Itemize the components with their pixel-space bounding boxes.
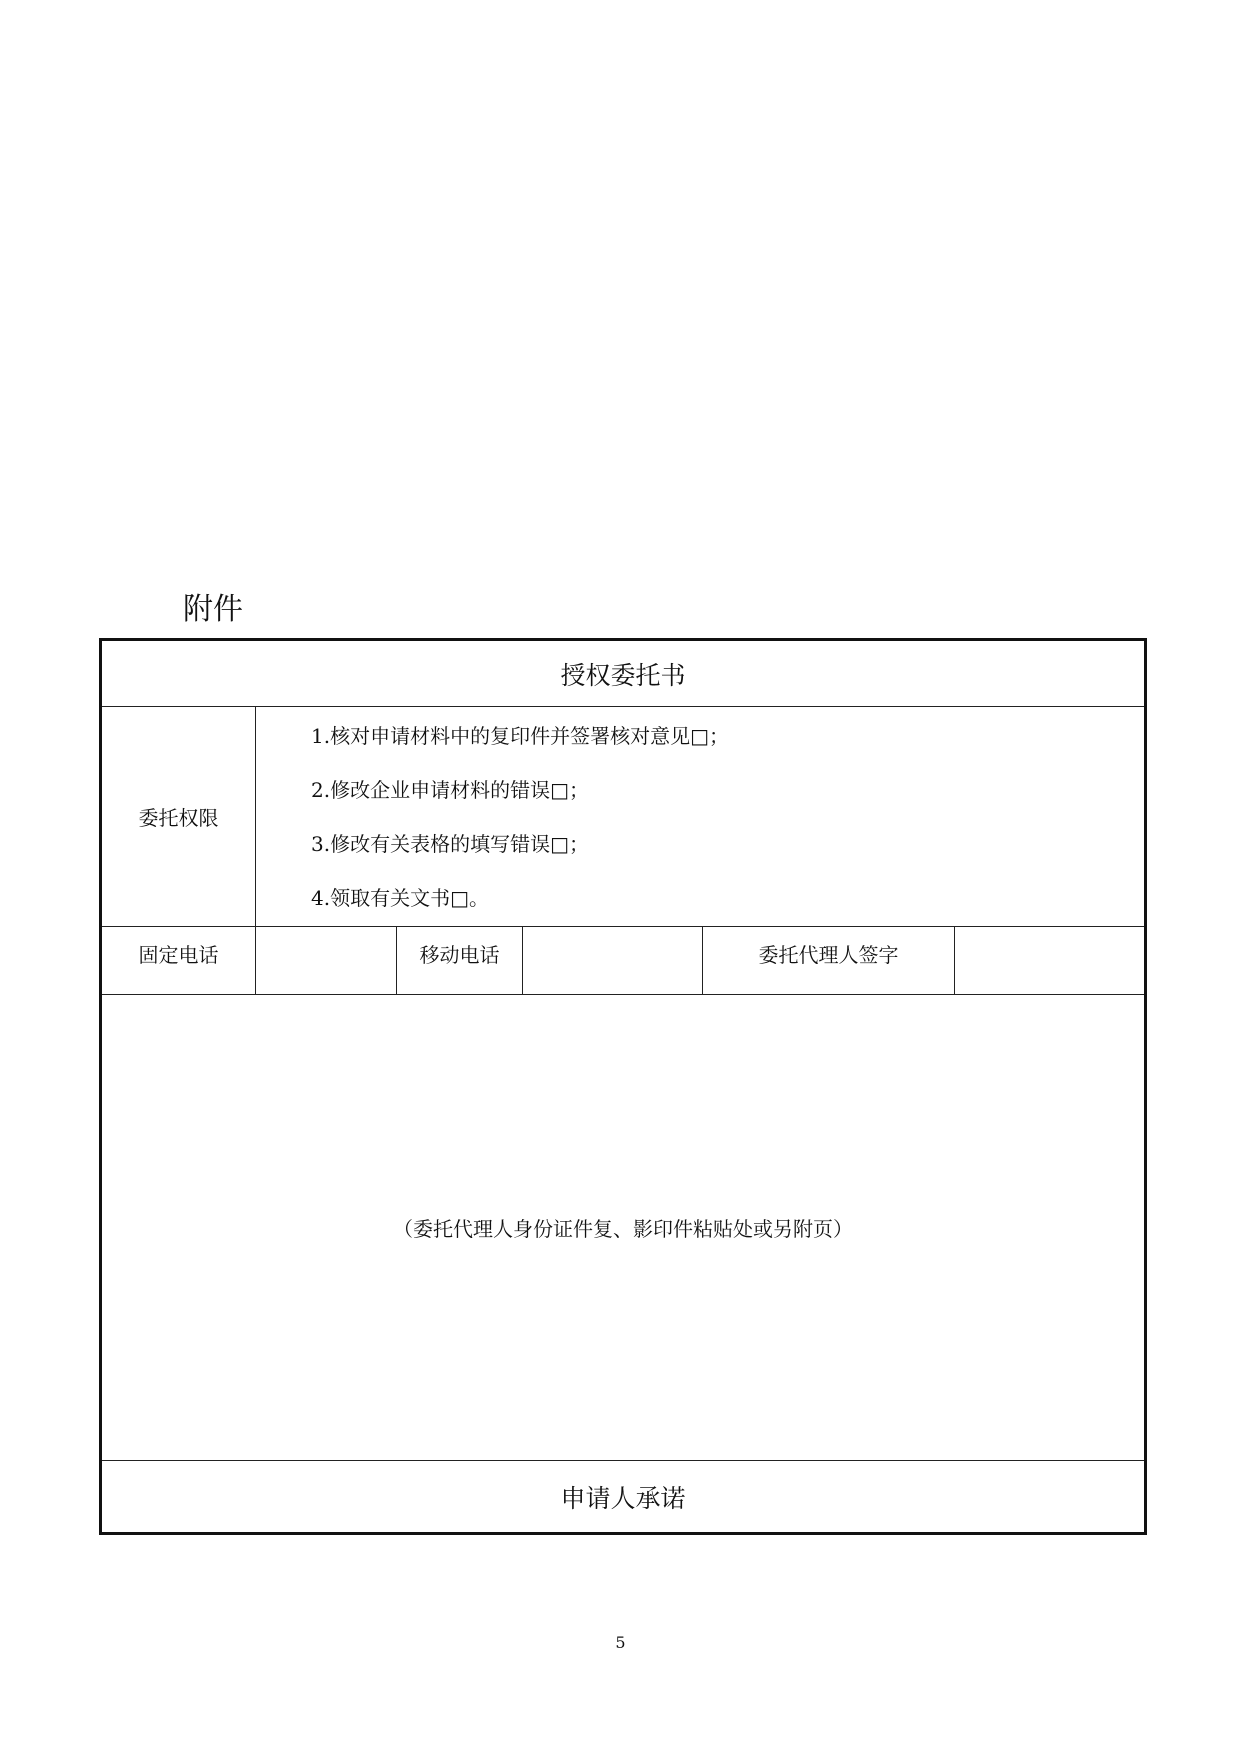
id-copy-area bbox=[101, 995, 1146, 1461]
scope-list bbox=[256, 707, 1146, 927]
attachment-label: 附件 bbox=[183, 592, 243, 627]
id-copy-note: （委托代理人身份证件复、影印件粘贴处或另附页） bbox=[393, 1217, 854, 1241]
form-title-row bbox=[101, 640, 1146, 707]
mobile-field[interactable] bbox=[523, 927, 703, 995]
scope-item-1: 1.核对申请材料中的复印件并签署核对意见□； bbox=[311, 723, 729, 748]
scope-row bbox=[101, 707, 1146, 927]
scope-item-4: 4.领取有关文书□。 bbox=[311, 885, 489, 910]
mobile-label: 移动电话 bbox=[397, 927, 523, 995]
form-title: 授权委托书 bbox=[101, 640, 1146, 707]
landline-field[interactable] bbox=[256, 927, 397, 995]
agent-signature-field[interactable] bbox=[955, 927, 1146, 995]
promise-row bbox=[101, 1461, 1146, 1534]
contact-row bbox=[101, 927, 1146, 995]
landline-label: 固定电话 bbox=[101, 927, 256, 995]
promise-title: 申请人承诺 bbox=[101, 1461, 1146, 1534]
page-number: 5 bbox=[615, 1633, 626, 1652]
agent-signature-label: 委托代理人签字 bbox=[703, 927, 955, 995]
id-copy-row bbox=[101, 995, 1146, 1461]
authorization-form-table bbox=[99, 638, 1147, 1535]
scope-item-3: 3.修改有关表格的填写错误□； bbox=[311, 831, 589, 856]
scope-item-2: 2.修改企业申请材料的错误□； bbox=[311, 777, 589, 802]
scope-label: 委托权限 bbox=[101, 707, 256, 927]
